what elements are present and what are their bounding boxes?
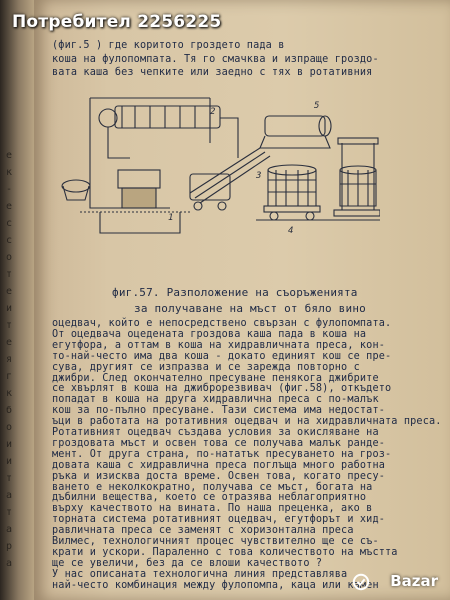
body-text-line-2: От оцедвача оцедената гроздова каша пада в коша на: [52, 328, 367, 340]
body-text-line-24: У нас описаната технологична линия представлява: [52, 568, 348, 580]
margin-letter: к: [6, 167, 13, 178]
figure-label-3: 3: [256, 171, 262, 181]
body-text-line-25: най-често комбинация между фулопомпа, каца или камен: [52, 579, 379, 591]
margin-letter: г: [6, 371, 13, 382]
margin-letter: е: [6, 286, 13, 297]
margin-letter: р: [6, 541, 13, 552]
body-text-line-9: кош за по-пълно пресуване. Тази система има недостат-: [52, 405, 386, 417]
body-text-line-17: дъбилни вещества, което се отразява неблагоприятно: [52, 492, 367, 504]
body-text-line-23: ще се увеличи, без да се влоши качеството ?: [52, 557, 323, 569]
body-text-line-4: то-най-често има два коша - докато единият кош се пре-: [52, 350, 392, 362]
hydraulic-press: [334, 138, 380, 216]
margin-letter: е: [6, 337, 13, 348]
body-text-line-5: сува, другият се изпразва и се зарежда повторно с: [52, 361, 360, 373]
top-right-drainer: [265, 116, 325, 136]
body-text-line-22: крати и ускори. Параленно с това количеството на мъстта: [52, 546, 398, 558]
margin-letter: т: [6, 507, 13, 518]
user-watermark: Потребител 2256225: [12, 12, 222, 32]
margin-letter: т: [6, 269, 13, 280]
margin-letter: о: [6, 252, 13, 263]
press-cart-1: [264, 165, 320, 220]
body-text-line-8: попадат в коша на друга хидравлична преса с по-малък: [52, 394, 379, 406]
margin-letter: и: [6, 456, 13, 467]
body-text-line-10: ъци в работата на ротативния оцедвач и на хидравличната преса.: [52, 416, 442, 428]
margin-letter: т: [6, 473, 13, 484]
top-text-line-3: вата каша без чепките или заедно с тях в ротативния: [52, 67, 373, 78]
figure-label-5: 5: [314, 101, 320, 111]
figure-caption-line-1: фиг.57. Разположение на съоръженията: [112, 286, 358, 299]
figure-label-2: 2: [210, 107, 216, 117]
body-text-line-3: егутфора, а оттам в коша на хидравличната преса, кон-: [52, 339, 386, 351]
margin-letter: с: [6, 218, 13, 229]
body-text-line-1: оцедвач, който е непосредствено свързан с фулопомпата.: [52, 318, 392, 329]
figure-label-4: 4: [288, 226, 294, 236]
body-text-line-18: върху качеството на вината. По наша преценка, ако в: [52, 503, 373, 515]
margin-letter: а: [6, 558, 13, 569]
body-text-line-21: Вилмес, технологичният процес чувствително ще се съ-: [52, 536, 379, 547]
body-text-line-12: гроздовата мъст и освен това се получава малък ранде-: [52, 437, 386, 449]
margin-letter: к: [6, 388, 13, 399]
top-text-line-1: (фиг.5 ) где коритото гроздето пада в: [52, 40, 285, 51]
body-text-line-6: джибри. След окончателно пресуване пенякога джибрите: [52, 372, 379, 384]
fulopump: [122, 188, 156, 208]
margin-letter: и: [6, 303, 13, 314]
margin-letter: а: [6, 524, 13, 535]
body-text-line-13: мент. От друга страна, по-нататък пресуването на гроз-: [52, 448, 392, 460]
margin-letter: с: [6, 235, 13, 246]
rotary-drainer: [115, 106, 220, 128]
body-text-line-20: равличната преса се заменят с хоризонтална преса: [52, 525, 354, 537]
margin-letter: т: [6, 320, 13, 331]
winery-equipment-figure: [60, 88, 380, 238]
margin-letter: о: [6, 422, 13, 433]
body-text-line-11: Ротативният оцедвач създава условия за окисляване на: [52, 427, 379, 438]
body-text-line-14: довата каша с хидравлична преса поглъща много работна: [52, 459, 386, 471]
bazar-logo: Bazar: [390, 572, 438, 590]
body-text-line-19: торната система ротативният оцедвач, егутфорът и хид-: [52, 514, 386, 526]
body-text-line-7: се хвърлят в коша на джиброрезвивач (фиг.58), откъдето: [52, 383, 392, 395]
margin-letter: е: [6, 150, 13, 161]
figure-label-1: 1: [168, 213, 174, 223]
top-text-line-2: коша на фулопомпата. Тя го смачква и изпраще гроздо-: [52, 53, 379, 65]
figure-caption-line-2: за получаване на мъст от бяло вино: [134, 302, 366, 315]
bazar-logo-icon: [352, 573, 370, 591]
body-text-line-16: ването е неколкократно, получава се мъст, богата на: [52, 481, 373, 493]
margin-letter: е: [6, 201, 13, 212]
body-text-line-15: ръка и изисква доста време. Освен това, когато пресу-: [52, 470, 386, 482]
margin-letter: -: [6, 184, 13, 195]
margin-letter: и: [6, 439, 13, 450]
margin-letter: б: [6, 405, 13, 416]
margin-letter: я: [6, 354, 13, 365]
grape-basket: [62, 180, 90, 192]
margin-letter: а: [6, 490, 13, 501]
